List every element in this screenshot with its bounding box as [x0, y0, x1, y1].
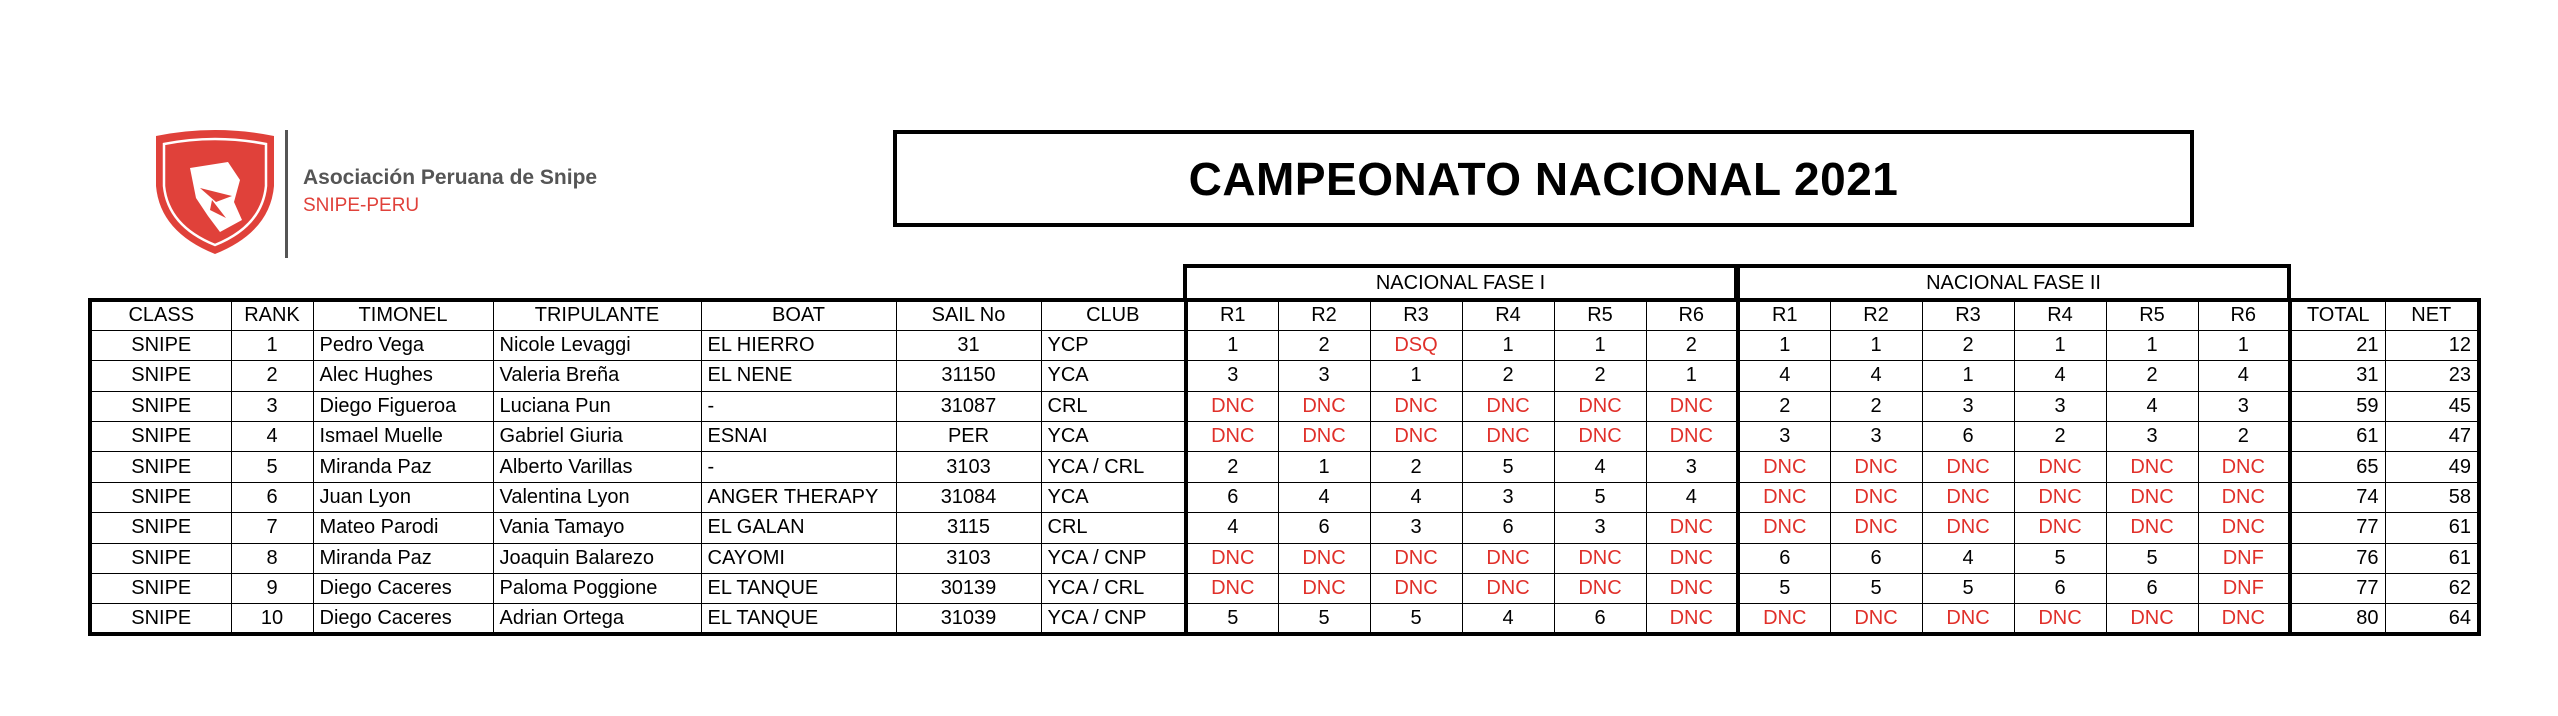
table-cell: EL TANQUE: [701, 604, 896, 634]
table-cell: Mateo Parodi: [313, 513, 493, 543]
table-cell: 2: [2014, 422, 2106, 452]
table-cell: YCA / CNP: [1041, 604, 1186, 634]
table-cell: 3: [2106, 422, 2198, 452]
table-cell: PER: [896, 422, 1041, 452]
column-header: CLASS: [90, 300, 231, 330]
table-cell: 61: [2385, 543, 2479, 573]
table-cell: 2: [1370, 452, 1462, 482]
table-cell: 1: [231, 330, 313, 360]
table-cell: 31039: [896, 604, 1041, 634]
table-cell: 77: [2290, 513, 2385, 543]
table-cell: DNC: [1646, 391, 1738, 421]
table-cell: YCA / CRL: [1041, 452, 1186, 482]
logo-divider: [285, 130, 288, 258]
table-cell: Nicole Levaggi: [493, 330, 701, 360]
table-cell: 5: [1278, 604, 1370, 634]
table-cell: EL GALAN: [701, 513, 896, 543]
table-cell: DNC: [1278, 543, 1370, 573]
table-cell: 31150: [896, 361, 1041, 391]
results-table: [88, 298, 2481, 636]
table-cell: YCA: [1041, 361, 1186, 391]
table-cell: Valeria Breña: [493, 361, 701, 391]
table-cell: DNC: [1646, 574, 1738, 604]
table-cell: 1: [1186, 330, 1278, 360]
table-cell: 21: [2290, 330, 2385, 360]
table-cell: DNC: [2106, 513, 2198, 543]
table-cell: 1: [1922, 361, 2014, 391]
column-header: R5: [1554, 300, 1646, 330]
table-cell: 6: [1462, 513, 1554, 543]
table-cell: SNIPE: [90, 574, 231, 604]
table-cell: DNC: [2014, 482, 2106, 512]
column-header: BOAT: [701, 300, 896, 330]
table-cell: DNC: [1646, 543, 1738, 573]
table-cell: Valentina Lyon: [493, 482, 701, 512]
table-cell: YCA / CRL: [1041, 574, 1186, 604]
table-cell: Alberto Varillas: [493, 452, 701, 482]
table-cell: DNC: [1830, 513, 1922, 543]
table-cell: SNIPE: [90, 482, 231, 512]
table-cell: 4: [231, 422, 313, 452]
table-cell: 5: [1922, 574, 2014, 604]
table-cell: 4: [2106, 391, 2198, 421]
table-cell: 6: [1830, 543, 1922, 573]
table-cell: EL NENE: [701, 361, 896, 391]
table-cell: DNC: [1370, 391, 1462, 421]
table-cell: 2: [231, 361, 313, 391]
table-row: [90, 604, 2479, 634]
table-cell: YCA: [1041, 422, 1186, 452]
table-cell: Luciana Pun: [493, 391, 701, 421]
table-cell: 8: [231, 543, 313, 573]
table-cell: DNC: [2106, 604, 2198, 634]
title-box: [893, 130, 2194, 227]
column-header: R6: [1646, 300, 1738, 330]
table-cell: 1: [2014, 330, 2106, 360]
table-cell: Diego Caceres: [313, 604, 493, 634]
table-cell: 3: [231, 391, 313, 421]
table-cell: 4: [1278, 482, 1370, 512]
table-cell: 4: [1462, 604, 1554, 634]
table-cell: DNC: [2014, 604, 2106, 634]
table-cell: 4: [1370, 482, 1462, 512]
table-cell: SNIPE: [90, 330, 231, 360]
table-cell: 3115: [896, 513, 1041, 543]
table-cell: 4: [2014, 361, 2106, 391]
table-cell: 31087: [896, 391, 1041, 421]
table-cell: SNIPE: [90, 452, 231, 482]
organization-short-name: SNIPE-PERU: [303, 195, 420, 216]
table-cell: SNIPE: [90, 543, 231, 573]
table-cell: 3: [1186, 361, 1278, 391]
table-cell: 7: [231, 513, 313, 543]
table-cell: 3: [2198, 391, 2290, 421]
table-cell: SNIPE: [90, 422, 231, 452]
table-cell: 5: [1186, 604, 1278, 634]
table-cell: Ismael Muelle: [313, 422, 493, 452]
table-cell: 4: [1186, 513, 1278, 543]
table-cell: DNF: [2198, 543, 2290, 573]
table-cell: DNC: [1922, 482, 2014, 512]
table-cell: 5: [1462, 452, 1554, 482]
table-cell: ESNAI: [701, 422, 896, 452]
table-cell: 1: [1830, 330, 1922, 360]
table-cell: EL HIERRO: [701, 330, 896, 360]
table-cell: 6: [1554, 604, 1646, 634]
table-cell: 1: [1738, 330, 1830, 360]
table-cell: Juan Lyon: [313, 482, 493, 512]
table-cell: 12: [2385, 330, 2479, 360]
table-cell: 76: [2290, 543, 2385, 573]
table-cell: SNIPE: [90, 361, 231, 391]
table-cell: 1: [1462, 330, 1554, 360]
table-cell: 59: [2290, 391, 2385, 421]
table-cell: DNC: [1186, 422, 1278, 452]
table-cell: 5: [1554, 482, 1646, 512]
table-cell: 6: [1278, 513, 1370, 543]
table-cell: Gabriel Giuria: [493, 422, 701, 452]
column-header: R6: [2198, 300, 2290, 330]
table-cell: 3: [2014, 391, 2106, 421]
table-cell: 23: [2385, 361, 2479, 391]
column-header: R3: [1370, 300, 1462, 330]
table-row: [90, 543, 2479, 573]
table-cell: DNC: [1370, 422, 1462, 452]
table-cell: 6: [231, 482, 313, 512]
column-header: R4: [1462, 300, 1554, 330]
table-cell: 2: [2106, 361, 2198, 391]
column-header: R1: [1186, 300, 1278, 330]
table-cell: 58: [2385, 482, 2479, 512]
table-cell: DNC: [2198, 482, 2290, 512]
table-cell: 3103: [896, 452, 1041, 482]
table-cell: 5: [231, 452, 313, 482]
table-cell: 2: [1830, 391, 1922, 421]
table-cell: DNC: [1554, 422, 1646, 452]
column-header: TIMONEL: [313, 300, 493, 330]
table-cell: 2: [1462, 361, 1554, 391]
table-cell: CRL: [1041, 513, 1186, 543]
column-header: R3: [1922, 300, 2014, 330]
table-cell: 74: [2290, 482, 2385, 512]
table-cell: 3103: [896, 543, 1041, 573]
table-row: [90, 513, 2479, 543]
table-cell: DNC: [1922, 452, 2014, 482]
table-cell: SNIPE: [90, 604, 231, 634]
logo-block: [150, 128, 670, 268]
table-row: [90, 482, 2479, 512]
table-cell: 4: [1830, 361, 1922, 391]
table-cell: DNC: [1462, 574, 1554, 604]
table-cell: Paloma Poggione: [493, 574, 701, 604]
table-cell: 3: [1922, 391, 2014, 421]
table-cell: 62: [2385, 574, 2479, 604]
table-cell: DNC: [1738, 513, 1830, 543]
table-row: [90, 574, 2479, 604]
table-cell: YCA / CNP: [1041, 543, 1186, 573]
table-cell: DNC: [1462, 422, 1554, 452]
table-cell: DNC: [1462, 391, 1554, 421]
table-cell: 77: [2290, 574, 2385, 604]
table-cell: DNC: [2198, 604, 2290, 634]
table-cell: ANGER THERAPY: [701, 482, 896, 512]
table-cell: DNC: [2014, 513, 2106, 543]
table-cell: 3: [1278, 361, 1370, 391]
table-cell: DNC: [1278, 574, 1370, 604]
table-cell: 5: [1830, 574, 1922, 604]
table-cell: 6: [1186, 482, 1278, 512]
column-header: R2: [1830, 300, 1922, 330]
table-cell: 1: [2106, 330, 2198, 360]
column-header: R4: [2014, 300, 2106, 330]
table-cell: 1: [1370, 361, 1462, 391]
table-cell: 1: [2198, 330, 2290, 360]
table-cell: SNIPE: [90, 391, 231, 421]
table-cell: DNF: [2198, 574, 2290, 604]
phase-header-2: NACIONAL FASE II: [1736, 264, 2291, 298]
table-cell: 4: [1554, 452, 1646, 482]
table-cell: 4: [1922, 543, 2014, 573]
organization-name: Asociación Peruana de Snipe: [303, 166, 598, 189]
table-cell: 6: [1922, 422, 2014, 452]
table-cell: 6: [1738, 543, 1830, 573]
table-cell: 3: [1554, 513, 1646, 543]
table-cell: DNC: [2106, 482, 2198, 512]
table-cell: YCA: [1041, 482, 1186, 512]
table-cell: 9: [231, 574, 313, 604]
table-cell: DNC: [1370, 543, 1462, 573]
table-cell: Miranda Paz: [313, 543, 493, 573]
table-cell: CAYOMI: [701, 543, 896, 573]
table-cell: DNC: [1554, 391, 1646, 421]
table-cell: 4: [1738, 361, 1830, 391]
table-cell: DNC: [1186, 574, 1278, 604]
table-cell: 31: [896, 330, 1041, 360]
table-cell: -: [701, 391, 896, 421]
table-cell: 65: [2290, 452, 2385, 482]
column-header: RANK: [231, 300, 313, 330]
column-header: SAIL No: [896, 300, 1041, 330]
table-cell: 5: [1370, 604, 1462, 634]
table-cell: DNC: [1370, 574, 1462, 604]
table-cell: 4: [2198, 361, 2290, 391]
table-cell: Adrian Ortega: [493, 604, 701, 634]
table-cell: Pedro Vega: [313, 330, 493, 360]
table-cell: 61: [2385, 513, 2479, 543]
table-cell: DNC: [1830, 604, 1922, 634]
table-cell: 3: [1738, 422, 1830, 452]
table-cell: 1: [1554, 330, 1646, 360]
table-cell: 10: [231, 604, 313, 634]
table-cell: DNC: [1462, 543, 1554, 573]
table-cell: DNC: [1922, 604, 2014, 634]
table-cell: DNC: [1830, 452, 1922, 482]
table-cell: 6: [2014, 574, 2106, 604]
table-cell: Joaquin Balarezo: [493, 543, 701, 573]
table-row: [90, 422, 2479, 452]
table-cell: DNC: [2198, 452, 2290, 482]
table-cell: 49: [2385, 452, 2479, 482]
table-cell: Miranda Paz: [313, 452, 493, 482]
page-title: CAMPEONATO NACIONAL 2021: [1188, 152, 1899, 205]
phase-header-1: NACIONAL FASE I: [1183, 264, 1738, 298]
table-cell: DNC: [1278, 422, 1370, 452]
table-cell: 31084: [896, 482, 1041, 512]
table-cell: DNC: [1186, 391, 1278, 421]
table-cell: 1: [1646, 361, 1738, 391]
scira-peru-shield-logo: [150, 128, 280, 258]
column-header: TRIPULANTE: [493, 300, 701, 330]
header-row: [90, 300, 2479, 330]
table-cell: DNC: [2106, 452, 2198, 482]
column-header: CLUB: [1041, 300, 1186, 330]
table-cell: YCP: [1041, 330, 1186, 360]
table-cell: CRL: [1041, 391, 1186, 421]
table-cell: 3: [1830, 422, 1922, 452]
table-cell: 4: [1646, 482, 1738, 512]
table-cell: DNC: [1738, 482, 1830, 512]
table-row: [90, 330, 2479, 360]
table-cell: 2: [2198, 422, 2290, 452]
table-cell: DNC: [1646, 422, 1738, 452]
table-row: [90, 361, 2479, 391]
table-cell: DNC: [1646, 513, 1738, 543]
table-cell: 5: [2106, 543, 2198, 573]
table-cell: Vania Tamayo: [493, 513, 701, 543]
column-header: R2: [1278, 300, 1370, 330]
table-cell: 2: [1646, 330, 1738, 360]
table-cell: 5: [1738, 574, 1830, 604]
table-cell: DNC: [1922, 513, 2014, 543]
table-cell: -: [701, 452, 896, 482]
table-cell: DNC: [2198, 513, 2290, 543]
table-cell: 3: [1370, 513, 1462, 543]
table-cell: 3: [1462, 482, 1554, 512]
table-cell: 2: [1738, 391, 1830, 421]
column-header: R1: [1738, 300, 1830, 330]
table-cell: 1: [1278, 452, 1370, 482]
table-cell: 47: [2385, 422, 2479, 452]
table-cell: 2: [1922, 330, 2014, 360]
table-cell: Alec Hughes: [313, 361, 493, 391]
column-header: TOTAL: [2290, 300, 2385, 330]
table-cell: 45: [2385, 391, 2479, 421]
table-cell: DNC: [1738, 452, 1830, 482]
table-cell: SNIPE: [90, 513, 231, 543]
table-cell: 2: [1186, 452, 1278, 482]
table-cell: DNC: [1830, 482, 1922, 512]
table-cell: DSQ: [1370, 330, 1462, 360]
table-cell: DNC: [1554, 543, 1646, 573]
table-cell: 80: [2290, 604, 2385, 634]
table-cell: DNC: [1646, 604, 1738, 634]
table-cell: DNC: [1738, 604, 1830, 634]
table-cell: Diego Caceres: [313, 574, 493, 604]
table-cell: 5: [2014, 543, 2106, 573]
table-cell: 31: [2290, 361, 2385, 391]
table-cell: 6: [2106, 574, 2198, 604]
table-cell: 64: [2385, 604, 2479, 634]
table-cell: 30139: [896, 574, 1041, 604]
table-cell: EL TANQUE: [701, 574, 896, 604]
column-header: NET: [2385, 300, 2479, 330]
table-row: [90, 452, 2479, 482]
table-cell: 3: [1646, 452, 1738, 482]
table-cell: 2: [1278, 330, 1370, 360]
table-cell: 2: [1554, 361, 1646, 391]
table-cell: DNC: [1186, 543, 1278, 573]
table-cell: DNC: [1554, 574, 1646, 604]
table-cell: 61: [2290, 422, 2385, 452]
table-cell: DNC: [1278, 391, 1370, 421]
table-row: [90, 391, 2479, 421]
table-cell: Diego Figueroa: [313, 391, 493, 421]
column-header: R5: [2106, 300, 2198, 330]
table-cell: DNC: [2014, 452, 2106, 482]
